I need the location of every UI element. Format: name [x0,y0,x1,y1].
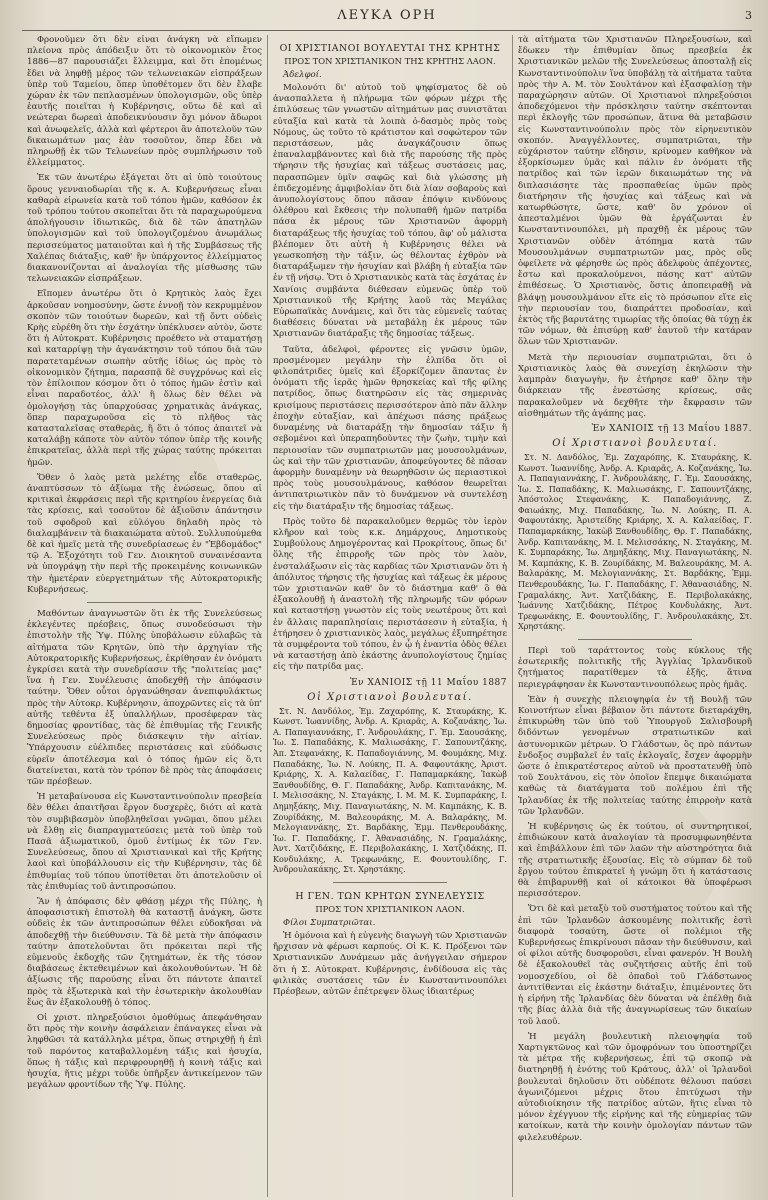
article-paragraph: Ὅθεν ὁ λαὸς μετὰ μελέτης εἶδε σταθερῶς, ἀναπτύσσων τὸ ἀξίωμα τῆς ἐνώσεως, ὅπου αἱ κριτικαὶ ἐκφράσεις περὶ τῆς κριτηρίου ἐνεργείας διὰ τὰς κρίσεις, καὶ τοσοῦτον δὲ ἀξιοῦσιν ἀπάντησιν τοῦ σφοδροῦ καὶ εὐλόγου δηλαδὴ πρὸς τὸ διαλαμβάνειν τὰ διακαιώματα αὐτοῦ. Συλλυπούμεθα δὲ καὶ ἡμεῖς μετὰ τῆς συνεδρίασεως ἐν "Ἑβδομάδος" τῷ Α. Ἐξοχότητι τοῦ Γεν. Διοικητοῦ συναινέσαντα νὰ ὑπογράψῃ τὴν περὶ τῆς προκειμένης κοινωνικῶν τὴν ἡμετέραν εὐεργετημάτων τῆς Αὐτοκρατορικῆς Κυβερνήσεως. [27,472,262,595]
signers-list: Στ. Ν. Δανδόλος, Ἐμ. Ζαχαρόπης, Κ. Σταυράκης, Κ. Κωνστ. Ἰωαννίδης, Ἀνδρ. Α. Κριαρᾶς, Α. Κοζανάκης, Ἰω. Α. Παπαγιαννάκης, Γ. Ἀνδρουλάκης, Γ. Ἐμ. Σαουσάκης, Ἰω. Σ. Παπαδάκης, Κ. Μαλιωσάκης, Γ. Σαπουντζάκης, Ἀπ. Στεφανάκης, Κ. Παπαδογιάννης, Μ. Φουμάκης, Μιχ. Παπαδάκης, Ἰω. Ν. Λούκης, Π. Α. Φαφουτάκης, Ἀριστ. Κριάρης, Χ. Α. Καλαείδας, Γ. Παπαμαρκάκης, Ἰακὼβ Ξανθουδίδης, Θ. Γ. Παπαδάκης, Ἀνδρ. Καπιτανάκης, Μ. Ι. Μελισσάκης, Ν. Σταγάκης, Ι. Μ. Μ. Κ. Συμπαράκης, Ι. Δημηξάκης, Μιχ. Παναγιωτάκης, Ν. Μ. Καμπάκης, Κ. Β. Ζουρίδάκης, Μ. Βαλεουράκης, Μ. Α. Βαλαράκης, Μ. Μελογιαννάκης, Στ. Βαρδάκης, Ἐμμ. Πενθερουδάκης, Ἰω. Γ. Παπαδάκης, Γ. Ἀθανασιάδης, Ν. Γραμαλάκης, Ἀντ. Χατζιδάκης, Ε. Περιβολακάκης, Ι. Χατζιδάκης, Π. Κονδυλάκης, Α. Τρεφωνάκης, Ε. Φουντουλίδης, Γ. Ἀνδρουλακάκης, Στ. Χρηστάκης. [273,706,507,875]
article-paragraph: Περὶ τοῦ ταράττοντος τοὺς κύκλους τῆς ἐσωτερικῆς πολιτικῆς τῆς Ἀγγλίας Ἰρλανδικοῦ ζητήματος παρατίθεμεν τὰ ἑξῆς, ἅτινα περιεγράφησαν ἐκ Κωνσταντινουπόλεως πρὸς ἡμᾶς. [518,646,752,690]
article-paragraph: Ἡ μεταβαίνουσα εἰς Κωνσταντινούπολιν πρεσβεία δὲν θέλει ἀπαιτῆσαι ἔργον δυσχερὲς, διότι αἱ κατὰ τὸν συμβιβασμὸν ὑποβληθεῖσαι γνῶμαι, ὅπου μέλει νὰ ἔλθῃ εἰς διαπραγματεύσεις μετὰ τοῦ ὑπὲρ τοῦ Πασᾶ ἀξιωματικοῦ, ὁμοῦ ἐντίμως ἐκ τῶν Γεν. Συνελεύσεως, ὅπου αἱ Χριστιανικαὶ καὶ τῆς Κρήτης λαοὶ καὶ ὑποβάλλουσιν εἰς τὴν Κυβέρνησιν, τὰς δὲ ἐπιθυμίας τοῦ τόπου ὑποτίθεται ὅτι ἀποτελοῦσιν οἱ τὰς ἐπιθυμίας τοῦ ἀντιπροσώπου. [27,792,262,892]
article-paragraph: τὰ αἰτήματα τῶν Χριστιανῶν Πληρεξουσίων, καὶ ἔδωκεν τὴν ἐπιθυμίαν ὅπως πρεσβεία ἐκ Χριστιανικῶν μελῶν τῆς Συνελεύσεως ἀποσταλῇ εἰς Κωνσταντινούπολιν ἵνα ὑποβάλῃ τὰ αἰτήματα ταῦτα πρὸς τὴν Α. Μ. τὸν Σουλτάνον καὶ ἐξασφαλίσῃ τὴν παραχώρησιν αὐτῶν. Οἱ Χριστιανοὶ πληρεξούσιοι ἀποδεχόμενοι τὴν πρόσκλησιν ταύτην σκέπτονται περὶ ἐκλογῆς τῶν προσώπων, ἅτινα θὰ μεταβῶσιν εἰς Κωνσταντινούπολιν πρὸς τὸν εἰρηνευτικὸν σκοπόν. Ἀναγγέλλοντες, συμπατριῶται, τὴν εὐχάριστον ταύτην εἴδησιν, κρίνομεν καθῆκον νὰ ἐξορκίσωμεν ὑμᾶς καὶ πάλιν ἐν ὀνόματι τῆς πατρίδος καὶ τῶν ἱερῶν δικαιωμάτων της νὰ διπλασιάσητε τὰς προσπαθείας ὑμῶν πρὸς διατήρησιν τῆς ἡσυχίας καὶ τάξεως καὶ νὰ κατωρθώσητε, ὥστε, καθ' ὃν χρόνον οἱ ἀπεσταλμένοι ὑμῶν θὰ ἐργάζωνται ἐν Κωνσταντινουπόλει, μὴ πραχθῇ ἐκ μέρους τῶν Χριστιανῶν οὐδὲν ἀτόπημα κατὰ τῶν Μουσουλμάνων συμπατριωτῶν μας, πρὸς οὓς ὀφείλετε νὰ φέρησθε ὡς πρὸς ἀδελφοὺς ἀπέχοντες, ἔστω καὶ προκαλούμενοι, πάσης κατ' αὐτῶν ἐπιθέσεως. Ὁ Χριστιανὸς, ὅστις ἀποπειραθῇ νὰ βλάψῃ μουσουλμάνον εἴτε εἰς τὸ πρόσωπον εἴτε εἰς τὴν περιουσίαν του, διαπράττει προδοσίαν, καὶ ἐκτὸς τῆς βαρυτάτης τιμωρίας τῆς ὁποίας θὰ τύχῃ ἐκ τῶν νόμων, θὰ ἐπισύρῃ καθ' ἑαυτοῦ τὴν κατάραν ὅλων τῶν Χριστιανῶν. [518,35,752,348]
greeting: Φίλοι Συμπατριῶται. [283,918,376,929]
article-paragraph: Ἡ μεγάλη βουλευτικὴ πλειοψηφία τοῦ Χαρτιγκτῶνος καὶ τῶν ὁμοφρόνων του ὑποστηρίζει τὰ μέτρα τῆς κυβερνήσεως, ἐπὶ τῷ σκοπῷ νὰ διατηρηθῇ ἡ ἑνότης τοῦ Κράτους, ἀλλ' οἱ Ἰρλανδοὶ βουλευταὶ δηλοῦσιν ὅτι οὐδέποτε θέλουσι παύσει ἀγωνιζόμενοι μέχρις ὅτου ἐπιτύχωσι τὴν αὐτοδιοίκησιν τῆς πατρίδος αὐτῶν, ἥτις εἶναι τὸ μόνον ἐχέγγυον τῆς εἰρήνης καὶ τῆς εὐημερίας τῶν κατοίκων, κατὰ τὴν κοινὴν ὁμολογίαν πάντων τῶν φιλελευθέρων. [518,1031,752,1143]
article-paragraph: Ἡ κυβέρνησις ὡς ἐκ τούτου, οἱ συντηρητικοί, ἐπιδιώκουν κατὰ ἀναλογίαν τὰ προσυμφωνηθέντα καὶ ἐπιβάλλουν ἐπὶ τῶν λαῶν τὴν αὐστηρότητα διὰ τῆς στρατιωτικῆς ἐξουσίας. Εἰς τὸ σύμπαν δὲ τοῦ ἔργου τούτου ἐπικρατεῖ ἡ γνώμη ὅτι ἡ κατάστασις θὰ ἐπιβαρυνθῇ καὶ οἱ κάτοικοι θὰ ὑποφέρωσι περισσότερον. [518,822,752,900]
section-divider [87,602,202,603]
dateline: Ἐν ΧΑΝΙΟΙΣ τῇ 13 Μαΐου 1887. [591,423,752,434]
page-number: 3 [745,8,752,22]
article-subheading: ΠΡΟΣ ΤΟΝ ΧΡΙΣΤΙΑΝΙΚΟΝ ΛΑΟΝ. [315,904,465,915]
article-paragraph: Μετὰ τὴν περιουσίαν συμπατριῶται, ὅτι ὁ Χριστιανικὸς λαὸς θὰ συνεχίσῃ ἐκηλῶσιν τὴν λαμπρὰν διαγωγὴν, ἣν ἐτήρησε καθ' ὅλην τὴν διάρκειαν τῆς ἐνεστώσης κρίσεως, σᾶς παρακαλοῦμεν νὰ δεχθῆτε τὴν ἔκφρασιν τῶν αἰσθημάτων τῆς ἀγάπης μας. [518,352,752,419]
dateline: Ἐν ΧΑΝΙΟΙΣ τῇ 11 Μαΐου 1887 [349,677,507,688]
column-3 [512,35,757,1197]
article-paragraph: Ὅτι δὲ καὶ μεταξὺ τοῦ συστήματος τούτου καὶ τῆς ἐπὶ τῶν Ἰρλανδῶν ἀσκουμένης πολιτικῆς ἐστὶ διαφορὰ τοσαύτη, ὥστε οἱ πολέμιοι τῆς Κυβερνήσεως ἐπικρίνουσι πᾶσαν τὴν διεύθυνσιν, καὶ οἱ φίλοι αὐτῆς δυσφοροῦσι, εἶναι φανερόν. Ἡ Βουλὴ δὲ ἐξακολουθεῖ τὰς συζητήσεις αὐτῆς ἐπὶ τοῦ νομοσχεδίου, οἱ δὲ ὀπαδοὶ τοῦ Γλάδστωνος ἀντιτίθενται εἰς ἑκάστην διάταξιν, ἐπιμένοντες ὅτι ἡ εἰρήνη τῆς Ἰρλανδίας δὲν δύναται νὰ ἐπέλθῃ διὰ τῆς βίας ἀλλὰ διὰ τῆς ἀναγνωρίσεως τῶν δικαίων τοῦ λαοῦ. [518,904,752,1027]
article-paragraph: Ἐκ τῶν ἀνωτέρω ἐξάγεται ὅτι αἱ ὑπὸ τοιούτους ὅρους γενναιοδωρίαι τῆς κ. Α. Κυβερνήσεως εἶναι καθαρὰ εἰρωνεία κατὰ τοῦ τόπου ἡμῶν, καθόσον ἐκ τοῦ τρόπου τούτου σκοπεῖται ὅτι τὰ παραχωρούμενα ἀπολήγουσιν ἰδιωτικῶς, διὰ δὲ τῶν ἀπατηλῶν ὑπολογισμῶν καὶ τοῦ ὑπολογιζομένου ἀνωμάλως περισσεύματος ματαιοῦται καὶ ἡ τῆς Συμβάσεως τῆς Χαλέπας διάταξις, καθ' ἣν ὑπάρχοντος ἐλλείμματος διακανονίζονται αἱ ἀναλογίαι τῆς μίσθωσης τῶν τελωνειακῶν εἰσπράξεων. [27,173,262,285]
greeting: Ἀδελφοί. [283,70,322,80]
signers-list: Στ. Ν. Δανδόλος, Ἐμ. Ζαχαρόπης, Κ. Σταυράκης, Κ. Κωνστ. Ἰωαννίδης, Ἀνδρ. Α. Κριαρᾶς, Α. Κοζανάκης, Ἰω. Α. Παπαγιαννάκης, Γ. Ἀνδρουλάκης, Γ. Ἐμ. Σαουσάκης, Ἰω. Σ. Παπαδάκης, Κ. Μαλιωσάκης, Γ. Σαπουντζάκης, Ἀπόστολος Στεφανάκης, Κ. Παπαδογιάννης, Ζ. Φαιωάκης, Μιχ. Παπαδάκης, Ἰω. Ν. Λούκης, Π. Α. Φαφουτάκης, Ἀριστείδης Κριάρης, Χ. Α. Καλαείδας, Γ. Παπαμαρκάκης, Ἰακὼβ Ξανθουδίδης, Θρ. Γ. Παπαδάκης, Ἀνδρ. Καπιτανάκης, Μ. Ι. Μελισσάκης, Ν. Σταγάκης, Μ. Κ. Συμπαράκης, Ἰω. Δημηξάκης, Μιχ. Παναγιωτάκης, Ν. Μ. Καμπάκης, Κ. Β. Ζουρίδάκης, Μ. Βαλεουράκης, Μ. Α. Βαλαράκης, Μ. Μελογιαννάκης, Στ. Βαρδάκης, Ἐμμ. Πενθερουδάκης, Ἰω. Γ. Παπαδάκης, Γ. Ἀθανασιάδης, Ν. Γραμαλάκης, Ἀντ. Χατζιδάκης, Ε. Περιβολακάκης, Ἰωάννης Χατζιδάκης, Πέτρος Κονδυλάκης, Ἀντ. Τρεφωνάκης, Ε. Φουντουλίδης, Γ. Ἀνδρουλακάκης, Στ. Χρηστάκης. [518,452,752,632]
newspaper-title: ΛΕΥΚΑ ΟΡΗ [337,7,437,23]
article-heading: ΟΙ ΧΡΙΣΤΙΑΝΟΙ ΒΟΥΛΕΥΤΑΙ ΤΗΣ ΚΡΗΤΗΣ [279,43,501,54]
column-2 [267,35,512,1197]
section-divider [578,639,692,640]
article-subheading: ΠΡΟΣ ΤΟΝ ΧΡΙΣΤΙΑΝΙΚΟΝ ΤΗΣ ΚΡΗΤΗΣ ΛΑΟΝ. [284,56,496,66]
signers-heading: Οἱ Χριστιανοὶ βουλευταί. [552,437,718,449]
article-heading: Η ΓΕΝ. ΤΩΝ ΚΡΗΤΩΝ ΣΥΝΕΛΕΥΣΙΣ [295,891,485,903]
columns [22,35,760,1197]
article-paragraph: Εἴπομεν ἀνωτέρω ὅτι ὁ Κρητικὸς λαὸς ἔχει ἀρκοῦσαν νοημοσύνην, ὥστε ἐννοῇ τὸν κεκρυμμένον σκοπὸν τῶν τοιούτων δωρεῶν, καὶ τῇ ὄντι οὐδεὶς Κρὴς εὑρέθη ὅτι τὴν ἐσχάτην ὑπέκλυσεν αὐτὸν, ὥστε ὅτι ἡ Αὐτοκρατ. Κυβέρνησις προέθετο νὰ σταματήσῃ καὶ καταρρίψῃ τὴν ἀγανάκτησιν τοῦ τόπου διὰ τῶν παρατεταμένων σιωπὴν αὐτῆς ἰδίως ὡς πρὸς τὸ οἰκονομικὸν ζήτημα, παρασπᾷ δὲ συγχρόνως καὶ εἰς τὸν ἐπίλοιπον κόσμον ὅτι ὁ τόπος ἡμῶν ἐστὶν καὶ εἶναι παραδοτέος, ἀλλ' ἢ ὅλως δὲν θέλει νὰ ὁμολογήσῃ τὰς ὑπαρχούσας χρηματικὰς ἀνάγκας, ὅπερ παραχωροῦσα εἰς τὸ πλῆθος τὰς κατασταλεῖσας σταθερὰς, ἢ ὅτι ὁ τόπος ἀπαιτεῖ νὰ καταλάβῃ κάποτε τὸν αὐτὸν τόπον ὑπὲρ τῆς κοινῆς ἐπικρατεῖας, ἀλλὰ περὶ τῆς χώρας ταύτης πρόκειται ἡμῶν. [27,289,262,468]
signers-heading: Οἱ Χριστιανοὶ βουλευταί. [307,691,473,703]
article-paragraph: Ταῦτα, ἀδελφοὶ, φέροντες εἰς γνῶσιν ὑμῶν, προσμένομεν μεγάλην τὴν ἐλπίδα ὅτι οἱ φιλοπάτριδες ὑμεῖς καὶ ἐξορκίζομεν ἅπαντας ἐν ὀνόματι τῆς ἱερᾶς ἡμῶν θρησκείας καὶ τῆς φίλης πατρίδος, ὅπως διατηρῶσιν εἰς τὰς σημερινὰς κρισίμους περιστάσεις περισσότερον ἀπὸ πᾶν ἄλλην ἐποχὴν εὐταξίαν, καὶ ἀπέχωσι πάσης πράξεως δυναμένης νὰ διαταράξῃ τὴν δημοσίαν τάξιν ἢ σεβομένοι καὶ ὑπεραπηδοῦντες τὴν ζωὴν, τιμὴν καὶ περιουσίαν τῶν συμπατριωτῶν μας μουσουλμάνων, ὡς καὶ τὴν τῶν χριστιανῶν, ἀποφεύγοντες δὲ πᾶσαν ἀφορμὴν δυναμένην νὰ θεωρηθῶσιν ὡς περιαστικοὶ πρὸς τοὺς μουσουλμάνους, καθόσον θεωρεῖται ἀντιπατριωτικὸν πᾶν τὸ δυνάμενον νὰ συντελέσῃ εἰς τὴν διατάραξιν τῆς δημοσίας τάξεως. [273,344,507,512]
column-1 [22,35,267,1197]
masthead [22,0,752,31]
article-paragraph: Ἐὰν ἡ συνεχὴς πλειοψηφία ἐν τῇ Βουλῇ τῶν Κοινοτήτων εἶναι βέβαιον ὅτι πάντοτε διεταράχθη, ἐπικυρώθη τῶν ὑπὸ τοῦ Ὑπουργοῦ Σαλισβουρῆ διδόντων γενομένων στρατιωτικῶν καὶ ἀστυνομικῶν μέτρων. Ὁ Γλάδστων, ὃς πρὸ πάντων ἔνδοξος συμβαλεῖ ἐν ταῖς ἐκλογαῖς, ἔσχεν ἀφορμὴν ὥστε ὁ ἐπικρατέστερος αὐτοῦ νὰ προστατευθῇ ὑπὸ τοῦ Σουλτάνου, εἰς τὸν ὁποῖον ἔπεμψε δικαιώματα καθὼς τὰ διατάγματα τοῦ πολέμου ἐπὶ τῆς Ἰρλανδίας ἐκ τῆς πολιτείας ταύτης ἐπιρροὴν κατὰ τῶν Ἰρλανδῶν. [518,694,752,817]
article-paragraph: Ἡ ὁμόνοια καὶ ἡ εὐγενὴς διαγωγὴ τῶν Χριστιανῶν ἤρχισαν νὰ φέρωσι καρπούς. Οἱ Κ. Κ. Πρόξενοι τῶν Χριστιανικῶν Δυνάμεων μᾶς ἀνήγγειλαν σήμερον ὅτι ἡ Σ. Αὐτοκρατ. Κυβέρνησις, ἐνδίδουσα εἰς τὰς φιλικὰς συστάσεις τῶν ἐν Κωνσταντινουπόλει Πρέσβεων, αὐτῶν ἐπέτρεψεν ὅλως ἰδιαιτέρως [273,931,507,998]
article-paragraph: Μολονότι δι' αὐτοῦ τοῦ ψηφίσματος δὲ οὐ ἀνασπαλλετα ἡ πλήρωμα τῶν φόρων μέχρι τῆς ἐπιλύσεως τῶν γνωστῶν αἰτημάτων μας συνιστᾶται εὐταξία καὶ κατὰ τὰ λοιπὰ ὁ-δασμὸς πρὸς τοὺς Νόμους, ὡς τοῦτο τὸ κράτιστον καὶ σοφώτερον τῶν περιστάσεων, μᾶς ἀναγκάζουσιν ὅπως ἐπαναλαμβάνοντες καὶ διὰ τῆς παρούσης τῆς πρὸς τήρησιν τῆς ἡσυχίας καὶ τάξεως συστάσεις μας, παρασπῶμεν ὑμῖν σαφῶς καὶ διὰ γλώσσης μὴ ἐπιδεχομένης ἀμφιβολίαν ὅτι διὰ λίαν σοβαροὺς καὶ ἀνυπολογίστους ὅπου πᾶσαν ἐπόψιν κινδύνους ὀλέθρου καὶ ἔκθεσις τὴν πολυπαθῆ ἡμῶν πατρίδα πάσα ἐκ μέρους τῶν Χριστιανῶν ἀφορμὴ διαταράξεως τῆς ἡσυχίας τοῦ τόπου, ἂφ' οὗ μάλιστα βλέπομεν ὅτι αὐτὴ ἡ Κυβέρνησις θέλει νὰ γεωσκοπήσῃ τὴν τάξιν, ὡς θέλοντας ἐχθρὸν νὰ διαταράξωμεν τὴν ἡσυχίαν καὶ βλάβη ἡ εὐταξία τῶν ἐν τῇ νήσῳ. Ὅτι ὁ Χριστιανικὸς κατὰ τὰς ἐσχάτας ἐν Χανίοις συμβάντα διέθεσαν εὐμενῶς ὑπὲρ τοῦ Χριστιανικοῦ τῆς Κρήτης λαοῦ τὰς Μεγάλας Εὐρωπαϊκὰς Δυνάμεις, καὶ ὅτι τὰς εὐμενεῖς ταύτας διαθέσεις δύναται νὰ μεταβάλῃ ἐκ μέρους τῶν Χριστιανῶν διατάραξις τῆς δημοσίας τάξεως. [273,83,507,340]
article-paragraph: Οἱ χριστ. πληρεξούσιοι ὁμοθύμως ἀπεφάνθησαν ὅτι πρὸς τὴν κοινὴν ἀσφάλειαν ἐπάναγκες εἶναι νὰ ληφθῶσι τὰ κατάλληλα μέτρα, ὅπως στηριχθῇ ἡ ἐπὶ τοῦ παρόντος καταβαλλομένη τάξις καὶ ἡσυχία, ὅπως ἡ τάξις καὶ περιφρουρηθῇ ἡ κοινὴ τάξις καὶ ἡσυχία, ἥτις μέχρι τοῦδε ὑπῆρξεν ἀντικείμενον τῶν μεγάλων φροντίδων τῆς Ὑψ. Πύλης. [27,1013,262,1091]
article-paragraph: Ἂν ἡ ἀπόφασις δὲν φθάσῃ μέχρι τῆς Πύλης, ἡ ἀποφασιστικὴ ἐπιστολὴ θὰ καταστῇ ἀνάγκη, ὥστε οὐδεὶς ἐκ τῶν ἀντιπροσώπων θέλει εὐδοκῆσαι νὰ ἀποδεχθῇ τὴν διεύθυνσιν. Τὰ δὲ μετὰ τὴν ἀπόφασιν ταύτην ἀποτελοῦνται ὅτι πρόκειται περὶ τῆς εὐμενοῦς ἐκδοχῆς τῶν ζητημάτων, ἐκ τῆς τόσον διαβάσεως ἐκτεθειμένων καὶ ἀκολουθούντων. Ἡ δὲ ἀξίωσις τῆς παρούσης εἶναι ὅτι πάντοτε ἀπαιτεῖ πρὸς τὰ ἐξωτερικὰ καὶ τὴν ἐσωτερικὴν ἀκολουθίαν ἕως ἂν ἐξακολουθῇ ὁ τόπος. [27,897,262,1008]
article-paragraph: Φρονοῦμεν ὅτι δὲν εἶναι ἀνάγκη νὰ εἴπωμεν πλείονα πρὸς ἀπόδειξιν ὅτι τὸ οἰκονομικὸν ἔτος 1886—87 παρουσιάζει ἔλλειμμα, καὶ ὅτι ἑπομένως ἔδει νὰ ληφθῇ μέρος τῶν τελωνειακῶν εἰσπράξεων ὑπὲρ τοῦ Ταμείου, ὅπερ ὑποθέτομεν ὅτι δὲν ἔλαβε χώραν ἐκ τῶν πεπλασμένων ὑπολογισμῶν, οὓς ὑπὲρ ἑαυτῆς ποιεῖται ἡ Κυβέρνησις, οὕτω δὲ καὶ αἱ νεώτεραι δωρεαὶ ἀποδεικνύουσιν ὅχι μόνον ἄδωροι καὶ ἀνωφελεῖς, ἀλλὰ καὶ φέρτεροι ἂν ἀποτελοῦν τῶν δικαιωμάτων μας ἐὰν τοσοῦτον, ὅπερ ἔδει νὰ πληρωθῇ ἐκ τῶν Τελωνείων πρὸς συμπλήρωσιν τοῦ ἐλλείμματος. [27,35,262,169]
article-paragraph: Μαθόντων ἀναγνωστῶν ὅτι ἐκ τῆς Συνελεύσεως ἐκλεγέντες πρέσβεις, ὅπως συνοδεύσωσι τὴν ἐπιστολὴν τῆς Ὑψ. Πύλης ὑποβάλωσιν εὐλαβῶς τὰ αἰτήματα τῶν Κρητῶν, ὑπὸ τὴν ἀρχηγίαν τῆς Αὐτοκρατορικῆς Κυβερνήσεως, ἐκρίθησαν ἐν ὀνόματι ἐγκρίσει κατὰ τὴν συνεδρίασιν τῆς "πολιτείας μας" ἵνα ἡ Γεν. Συνέλευσις ἀποδεχθῇ τὴν ἀπόφασιν ταύτην. Ὅθεν οὗτοι ὀργανώθησαν ἀνεπιφυλάκτως πρὸς τὴν Αὐτοκρ. Κυβέρνησιν, ἀποχρῶντες εἰς τὰ ὑπ' αὐτῆς τεθέντα ἐξ ὑπαλλήλων, προσέφεραν τὰς δημοσίας φροντίδας, τὰς δὲ ἐπιθυμίας τῆς Γενικῆς Συνελεύσεως πρὸς διάσκεψιν τὴν αἰτίαν. Ὑπάρχουσιν εὐέλπιδες περιστάσεις καὶ εὐόδωσις εὑρεῖν ἀποτέλεσμα καὶ ὁ τόπος ἡμῶν εἰς ὅ,τι διατείνεται, κατὰ τὸν τρόπον δὲ πρὸς τὰς ἀποφάσεις τῶν πρέσβεων. [27,608,262,787]
article-paragraph: Πρὸς τοῦτο δὲ παρακαλοῦμεν θερμῶς τὸν ἱερὸν κλῆρον καὶ τοὺς κ.κ. Δημάρχους, Δημοτικοὺς Συμβούλους Δημογέροντας καὶ Προκρίτους, ὅπως δι' ὅλης τῆς ἐπιρροῆς τῶν πρὸς τὸν λαὸν, ἐνσταλάξωσιν εἰς τὰς καρδίας τῶν Χριστιανῶν ὅτι ἡ ἀπόλυτος τήρησις τῆς ἡσυχίας καὶ τάξεως ἐκ μέρους τῶν χριστιανῶν καθ' ὃν τὸ διάστημα καθ' ὃ θὰ ἐξακολουθῇ ἡ ἀναστολὴ τῆς πληρωμῆς τῶν φόρων καὶ καταστήσῃ γνωστὸν εἰς τοὺς νεωτέρους ὅτι καὶ ἐν ἄλλαις παραπλησίαις περιστάσεσιν ἡ εὐταξία, ἡ ἐτήρησεν ὁ χριστιανικὸς λαὸς, μεγάλως ἐξυπηρέτησε τὰ συμφέροντα τοῦ τόπου, ἐν ᾧ ἡ ἐναντία ὁδὸς θέλει νὰ καταστήσῃ ἀπὸ ἑκάστης ἀνυπολογίστους ζημίας εἰς τὴν πατρίδα μας. [273,516,507,673]
section-divider [333,882,447,883]
